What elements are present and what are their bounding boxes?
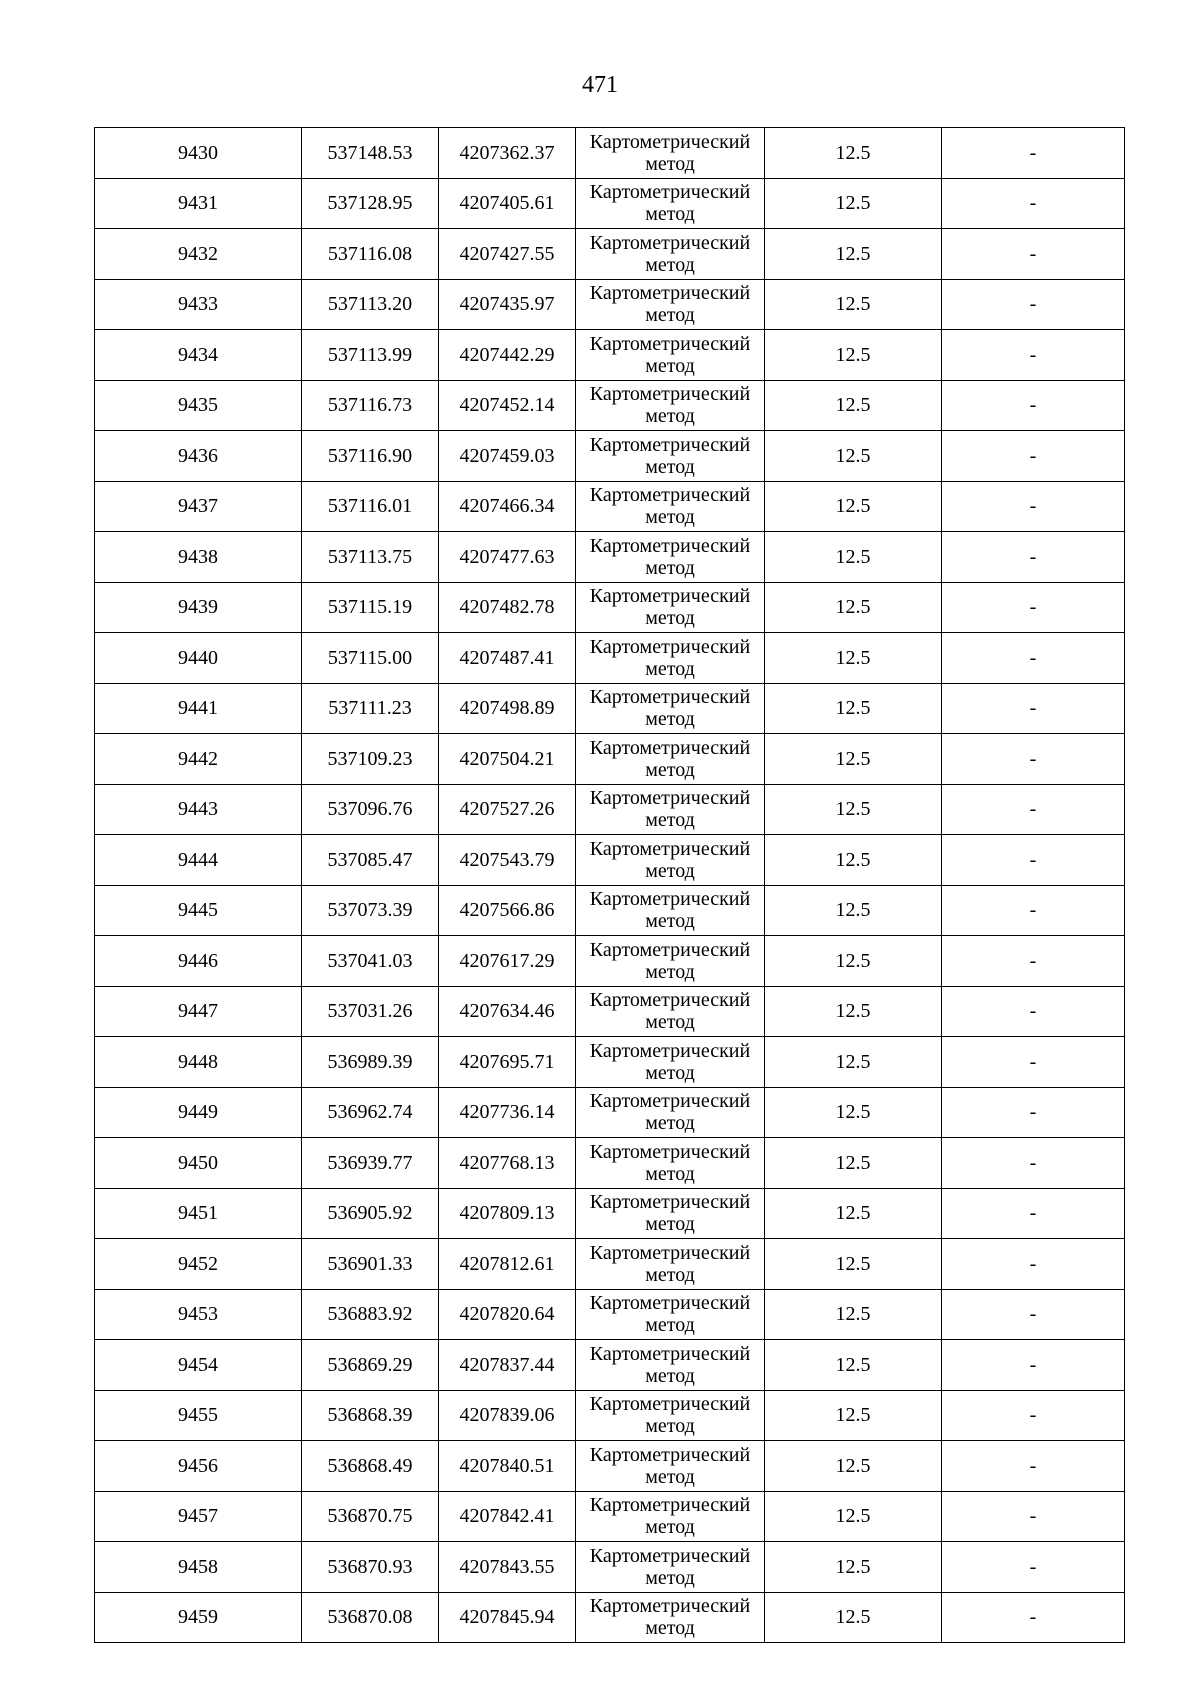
table-row (95, 835, 1125, 886)
y-coordinate-cell: 4207768.13 (439, 1138, 576, 1189)
note-cell: - (942, 481, 1125, 532)
method-cell (576, 784, 765, 835)
y-coordinate-cell: 4207466.34 (439, 481, 576, 532)
method-text: Картометрический метод (589, 1342, 751, 1387)
method-text: Картометрический метод (589, 383, 751, 428)
point-number-cell: 9443 (95, 784, 302, 835)
y-coordinate-cell: 4207820.64 (439, 1289, 576, 1340)
accuracy-cell: 12.5 (765, 784, 942, 835)
accuracy-cell: 12.5 (765, 683, 942, 734)
method-cell (576, 431, 765, 482)
method-text: Картометрический метод (589, 1191, 751, 1236)
x-coordinate-cell: 537116.08 (302, 229, 439, 280)
accuracy-cell: 12.5 (765, 835, 942, 886)
method-text: Картометрический метод (589, 1595, 751, 1640)
x-coordinate-cell: 536870.93 (302, 1542, 439, 1593)
method-cell (576, 683, 765, 734)
y-coordinate-cell: 4207840.51 (439, 1441, 576, 1492)
note-cell: - (942, 1087, 1125, 1138)
table-row (95, 734, 1125, 785)
method-text: Картометрический метод (589, 787, 751, 832)
note-cell: - (942, 128, 1125, 179)
y-coordinate-cell: 4207543.79 (439, 835, 576, 886)
accuracy-cell: 12.5 (765, 1592, 942, 1643)
accuracy-cell: 12.5 (765, 1087, 942, 1138)
point-number-cell: 9444 (95, 835, 302, 886)
point-number-cell: 9433 (95, 279, 302, 330)
method-cell (576, 1188, 765, 1239)
y-coordinate-cell: 4207839.06 (439, 1390, 576, 1441)
table-row (95, 582, 1125, 633)
table-row (95, 1390, 1125, 1441)
method-text: Картометрический метод (589, 585, 751, 630)
table-row (95, 1239, 1125, 1290)
table-row (95, 229, 1125, 280)
method-text: Картометрический метод (589, 181, 751, 226)
table-row (95, 1138, 1125, 1189)
table-row (95, 683, 1125, 734)
accuracy-cell: 12.5 (765, 330, 942, 381)
note-cell: - (942, 1239, 1125, 1290)
y-coordinate-cell: 4207498.89 (439, 683, 576, 734)
method-cell (576, 1289, 765, 1340)
table-row (95, 1087, 1125, 1138)
page-number: 471 (582, 72, 618, 98)
y-coordinate-cell: 4207812.61 (439, 1239, 576, 1290)
y-coordinate-cell: 4207843.55 (439, 1542, 576, 1593)
note-cell: - (942, 633, 1125, 684)
note-cell: - (942, 885, 1125, 936)
accuracy-cell: 12.5 (765, 380, 942, 431)
table-row (95, 1289, 1125, 1340)
y-coordinate-cell: 4207736.14 (439, 1087, 576, 1138)
x-coordinate-cell: 537148.53 (302, 128, 439, 179)
table-body (95, 128, 1125, 1643)
point-number-cell: 9447 (95, 986, 302, 1037)
note-cell: - (942, 1037, 1125, 1088)
table-row (95, 936, 1125, 987)
x-coordinate-cell: 536901.33 (302, 1239, 439, 1290)
method-cell (576, 1340, 765, 1391)
method-text: Картометрический метод (589, 938, 751, 983)
note-cell: - (942, 1491, 1125, 1542)
point-number-cell: 9430 (95, 128, 302, 179)
method-cell (576, 1491, 765, 1542)
y-coordinate-cell: 4207459.03 (439, 431, 576, 482)
table-row (95, 633, 1125, 684)
x-coordinate-cell: 536870.75 (302, 1491, 439, 1542)
accuracy-cell: 12.5 (765, 532, 942, 583)
point-number-cell: 9451 (95, 1188, 302, 1239)
y-coordinate-cell: 4207566.86 (439, 885, 576, 936)
x-coordinate-cell: 536868.39 (302, 1390, 439, 1441)
method-text: Картометрический метод (589, 1494, 751, 1539)
point-number-cell: 9437 (95, 481, 302, 532)
table-row (95, 431, 1125, 482)
method-cell (576, 1087, 765, 1138)
table-row (95, 1542, 1125, 1593)
x-coordinate-cell: 537109.23 (302, 734, 439, 785)
method-text: Картометрический метод (589, 837, 751, 882)
y-coordinate-cell: 4207695.71 (439, 1037, 576, 1088)
table-row (95, 885, 1125, 936)
method-text: Картометрический метод (589, 484, 751, 529)
method-cell (576, 178, 765, 229)
y-coordinate-cell: 4207452.14 (439, 380, 576, 431)
method-cell (576, 734, 765, 785)
x-coordinate-cell: 537073.39 (302, 885, 439, 936)
table-row (95, 1592, 1125, 1643)
method-cell (576, 633, 765, 684)
accuracy-cell: 12.5 (765, 633, 942, 684)
point-number-cell: 9453 (95, 1289, 302, 1340)
x-coordinate-cell: 536868.49 (302, 1441, 439, 1492)
note-cell: - (942, 1188, 1125, 1239)
accuracy-cell: 12.5 (765, 279, 942, 330)
accuracy-cell: 12.5 (765, 1491, 942, 1542)
accuracy-cell: 12.5 (765, 885, 942, 936)
note-cell: - (942, 582, 1125, 633)
note-cell: - (942, 936, 1125, 987)
note-cell: - (942, 784, 1125, 835)
x-coordinate-cell: 536883.92 (302, 1289, 439, 1340)
method-text: Картометрический метод (589, 989, 751, 1034)
y-coordinate-cell: 4207527.26 (439, 784, 576, 835)
note-cell: - (942, 279, 1125, 330)
method-cell (576, 885, 765, 936)
note-cell: - (942, 1340, 1125, 1391)
point-number-cell: 9449 (95, 1087, 302, 1138)
point-number-cell: 9454 (95, 1340, 302, 1391)
point-number-cell: 9445 (95, 885, 302, 936)
note-cell: - (942, 1542, 1125, 1593)
method-cell (576, 986, 765, 1037)
method-cell (576, 1239, 765, 1290)
point-number-cell: 9446 (95, 936, 302, 987)
table-row (95, 128, 1125, 179)
y-coordinate-cell: 4207405.61 (439, 178, 576, 229)
x-coordinate-cell: 537113.75 (302, 532, 439, 583)
note-cell: - (942, 835, 1125, 886)
accuracy-cell: 12.5 (765, 582, 942, 633)
y-coordinate-cell: 4207617.29 (439, 936, 576, 987)
method-cell (576, 330, 765, 381)
method-cell (576, 1542, 765, 1593)
note-cell: - (942, 734, 1125, 785)
y-coordinate-cell: 4207837.44 (439, 1340, 576, 1391)
x-coordinate-cell: 537116.73 (302, 380, 439, 431)
point-number-cell: 9458 (95, 1542, 302, 1593)
accuracy-cell: 12.5 (765, 1340, 942, 1391)
y-coordinate-cell: 4207435.97 (439, 279, 576, 330)
method-cell (576, 1390, 765, 1441)
accuracy-cell: 12.5 (765, 178, 942, 229)
table-row (95, 330, 1125, 381)
note-cell: - (942, 431, 1125, 482)
point-number-cell: 9442 (95, 734, 302, 785)
accuracy-cell: 12.5 (765, 1390, 942, 1441)
point-number-cell: 9431 (95, 178, 302, 229)
point-number-cell: 9441 (95, 683, 302, 734)
method-text: Картометрический метод (589, 1544, 751, 1589)
note-cell: - (942, 229, 1125, 280)
accuracy-cell: 12.5 (765, 1037, 942, 1088)
x-coordinate-cell: 537115.19 (302, 582, 439, 633)
table-row (95, 481, 1125, 532)
method-text: Картометрический метод (589, 1393, 751, 1438)
method-cell (576, 1138, 765, 1189)
note-cell: - (942, 532, 1125, 583)
method-cell (576, 1592, 765, 1643)
note-cell: - (942, 178, 1125, 229)
note-cell: - (942, 1138, 1125, 1189)
point-number-cell: 9456 (95, 1441, 302, 1492)
y-coordinate-cell: 4207809.13 (439, 1188, 576, 1239)
x-coordinate-cell: 536962.74 (302, 1087, 439, 1138)
y-coordinate-cell: 4207504.21 (439, 734, 576, 785)
method-text: Картометрический метод (589, 1241, 751, 1286)
method-text: Картометрический метод (589, 635, 751, 680)
y-coordinate-cell: 4207427.55 (439, 229, 576, 280)
point-number-cell: 9436 (95, 431, 302, 482)
table-row (95, 1441, 1125, 1492)
method-cell (576, 229, 765, 280)
y-coordinate-cell: 4207482.78 (439, 582, 576, 633)
accuracy-cell: 12.5 (765, 1542, 942, 1593)
table-row (95, 784, 1125, 835)
point-number-cell: 9438 (95, 532, 302, 583)
note-cell: - (942, 683, 1125, 734)
method-text: Картометрический метод (589, 1292, 751, 1337)
x-coordinate-cell: 537031.26 (302, 986, 439, 1037)
accuracy-cell: 12.5 (765, 1239, 942, 1290)
note-cell: - (942, 380, 1125, 431)
x-coordinate-cell: 536989.39 (302, 1037, 439, 1088)
accuracy-cell: 12.5 (765, 229, 942, 280)
method-text: Картометрический метод (589, 231, 751, 276)
method-cell (576, 1441, 765, 1492)
method-cell (576, 481, 765, 532)
y-coordinate-cell: 4207362.37 (439, 128, 576, 179)
table-row (95, 1188, 1125, 1239)
accuracy-cell: 12.5 (765, 1289, 942, 1340)
note-cell: - (942, 1441, 1125, 1492)
point-number-cell: 9459 (95, 1592, 302, 1643)
note-cell: - (942, 1390, 1125, 1441)
x-coordinate-cell: 537111.23 (302, 683, 439, 734)
table-row (95, 1491, 1125, 1542)
note-cell: - (942, 986, 1125, 1037)
point-number-cell: 9435 (95, 380, 302, 431)
method-text: Картометрический метод (589, 736, 751, 781)
point-number-cell: 9455 (95, 1390, 302, 1441)
table-row (95, 532, 1125, 583)
accuracy-cell: 12.5 (765, 936, 942, 987)
method-cell (576, 279, 765, 330)
method-cell (576, 936, 765, 987)
method-text: Картометрический метод (589, 282, 751, 327)
point-number-cell: 9457 (95, 1491, 302, 1542)
method-text: Картометрический метод (589, 1039, 751, 1084)
table-row (95, 1340, 1125, 1391)
x-coordinate-cell: 537096.76 (302, 784, 439, 835)
x-coordinate-cell: 537116.01 (302, 481, 439, 532)
accuracy-cell: 12.5 (765, 128, 942, 179)
x-coordinate-cell: 537041.03 (302, 936, 439, 987)
y-coordinate-cell: 4207842.41 (439, 1491, 576, 1542)
point-number-cell: 9450 (95, 1138, 302, 1189)
point-number-cell: 9434 (95, 330, 302, 381)
x-coordinate-cell: 536870.08 (302, 1592, 439, 1643)
accuracy-cell: 12.5 (765, 431, 942, 482)
method-text: Картометрический метод (589, 534, 751, 579)
method-text: Картометрический метод (589, 332, 751, 377)
x-coordinate-cell: 537113.20 (302, 279, 439, 330)
x-coordinate-cell: 537128.95 (302, 178, 439, 229)
method-cell (576, 128, 765, 179)
method-text: Картометрический метод (589, 888, 751, 933)
y-coordinate-cell: 4207477.63 (439, 532, 576, 583)
point-number-cell: 9440 (95, 633, 302, 684)
method-text: Картометрический метод (589, 686, 751, 731)
method-text: Картометрический метод (589, 433, 751, 478)
note-cell: - (942, 1289, 1125, 1340)
method-cell (576, 532, 765, 583)
x-coordinate-cell: 536939.77 (302, 1138, 439, 1189)
point-number-cell: 9448 (95, 1037, 302, 1088)
x-coordinate-cell: 537115.00 (302, 633, 439, 684)
coordinates-table (94, 127, 1125, 1643)
x-coordinate-cell: 537085.47 (302, 835, 439, 886)
y-coordinate-cell: 4207487.41 (439, 633, 576, 684)
table-row (95, 380, 1125, 431)
accuracy-cell: 12.5 (765, 734, 942, 785)
note-cell: - (942, 330, 1125, 381)
table-row (95, 1037, 1125, 1088)
accuracy-cell: 12.5 (765, 1441, 942, 1492)
method-text: Картометрический метод (589, 130, 751, 175)
method-cell (576, 1037, 765, 1088)
point-number-cell: 9432 (95, 229, 302, 280)
y-coordinate-cell: 4207442.29 (439, 330, 576, 381)
method-text: Картометрический метод (589, 1140, 751, 1185)
method-cell (576, 380, 765, 431)
accuracy-cell: 12.5 (765, 1188, 942, 1239)
x-coordinate-cell: 536869.29 (302, 1340, 439, 1391)
x-coordinate-cell: 537116.90 (302, 431, 439, 482)
y-coordinate-cell: 4207634.46 (439, 986, 576, 1037)
table-row (95, 279, 1125, 330)
point-number-cell: 9452 (95, 1239, 302, 1290)
method-cell (576, 582, 765, 633)
method-text: Картометрический метод (589, 1443, 751, 1488)
accuracy-cell: 12.5 (765, 986, 942, 1037)
method-cell (576, 835, 765, 886)
accuracy-cell: 12.5 (765, 481, 942, 532)
y-coordinate-cell: 4207845.94 (439, 1592, 576, 1643)
point-number-cell: 9439 (95, 582, 302, 633)
method-text: Картометрический метод (589, 1090, 751, 1135)
table-row (95, 986, 1125, 1037)
x-coordinate-cell: 536905.92 (302, 1188, 439, 1239)
table-row (95, 178, 1125, 229)
note-cell: - (942, 1592, 1125, 1643)
accuracy-cell: 12.5 (765, 1138, 942, 1189)
x-coordinate-cell: 537113.99 (302, 330, 439, 381)
